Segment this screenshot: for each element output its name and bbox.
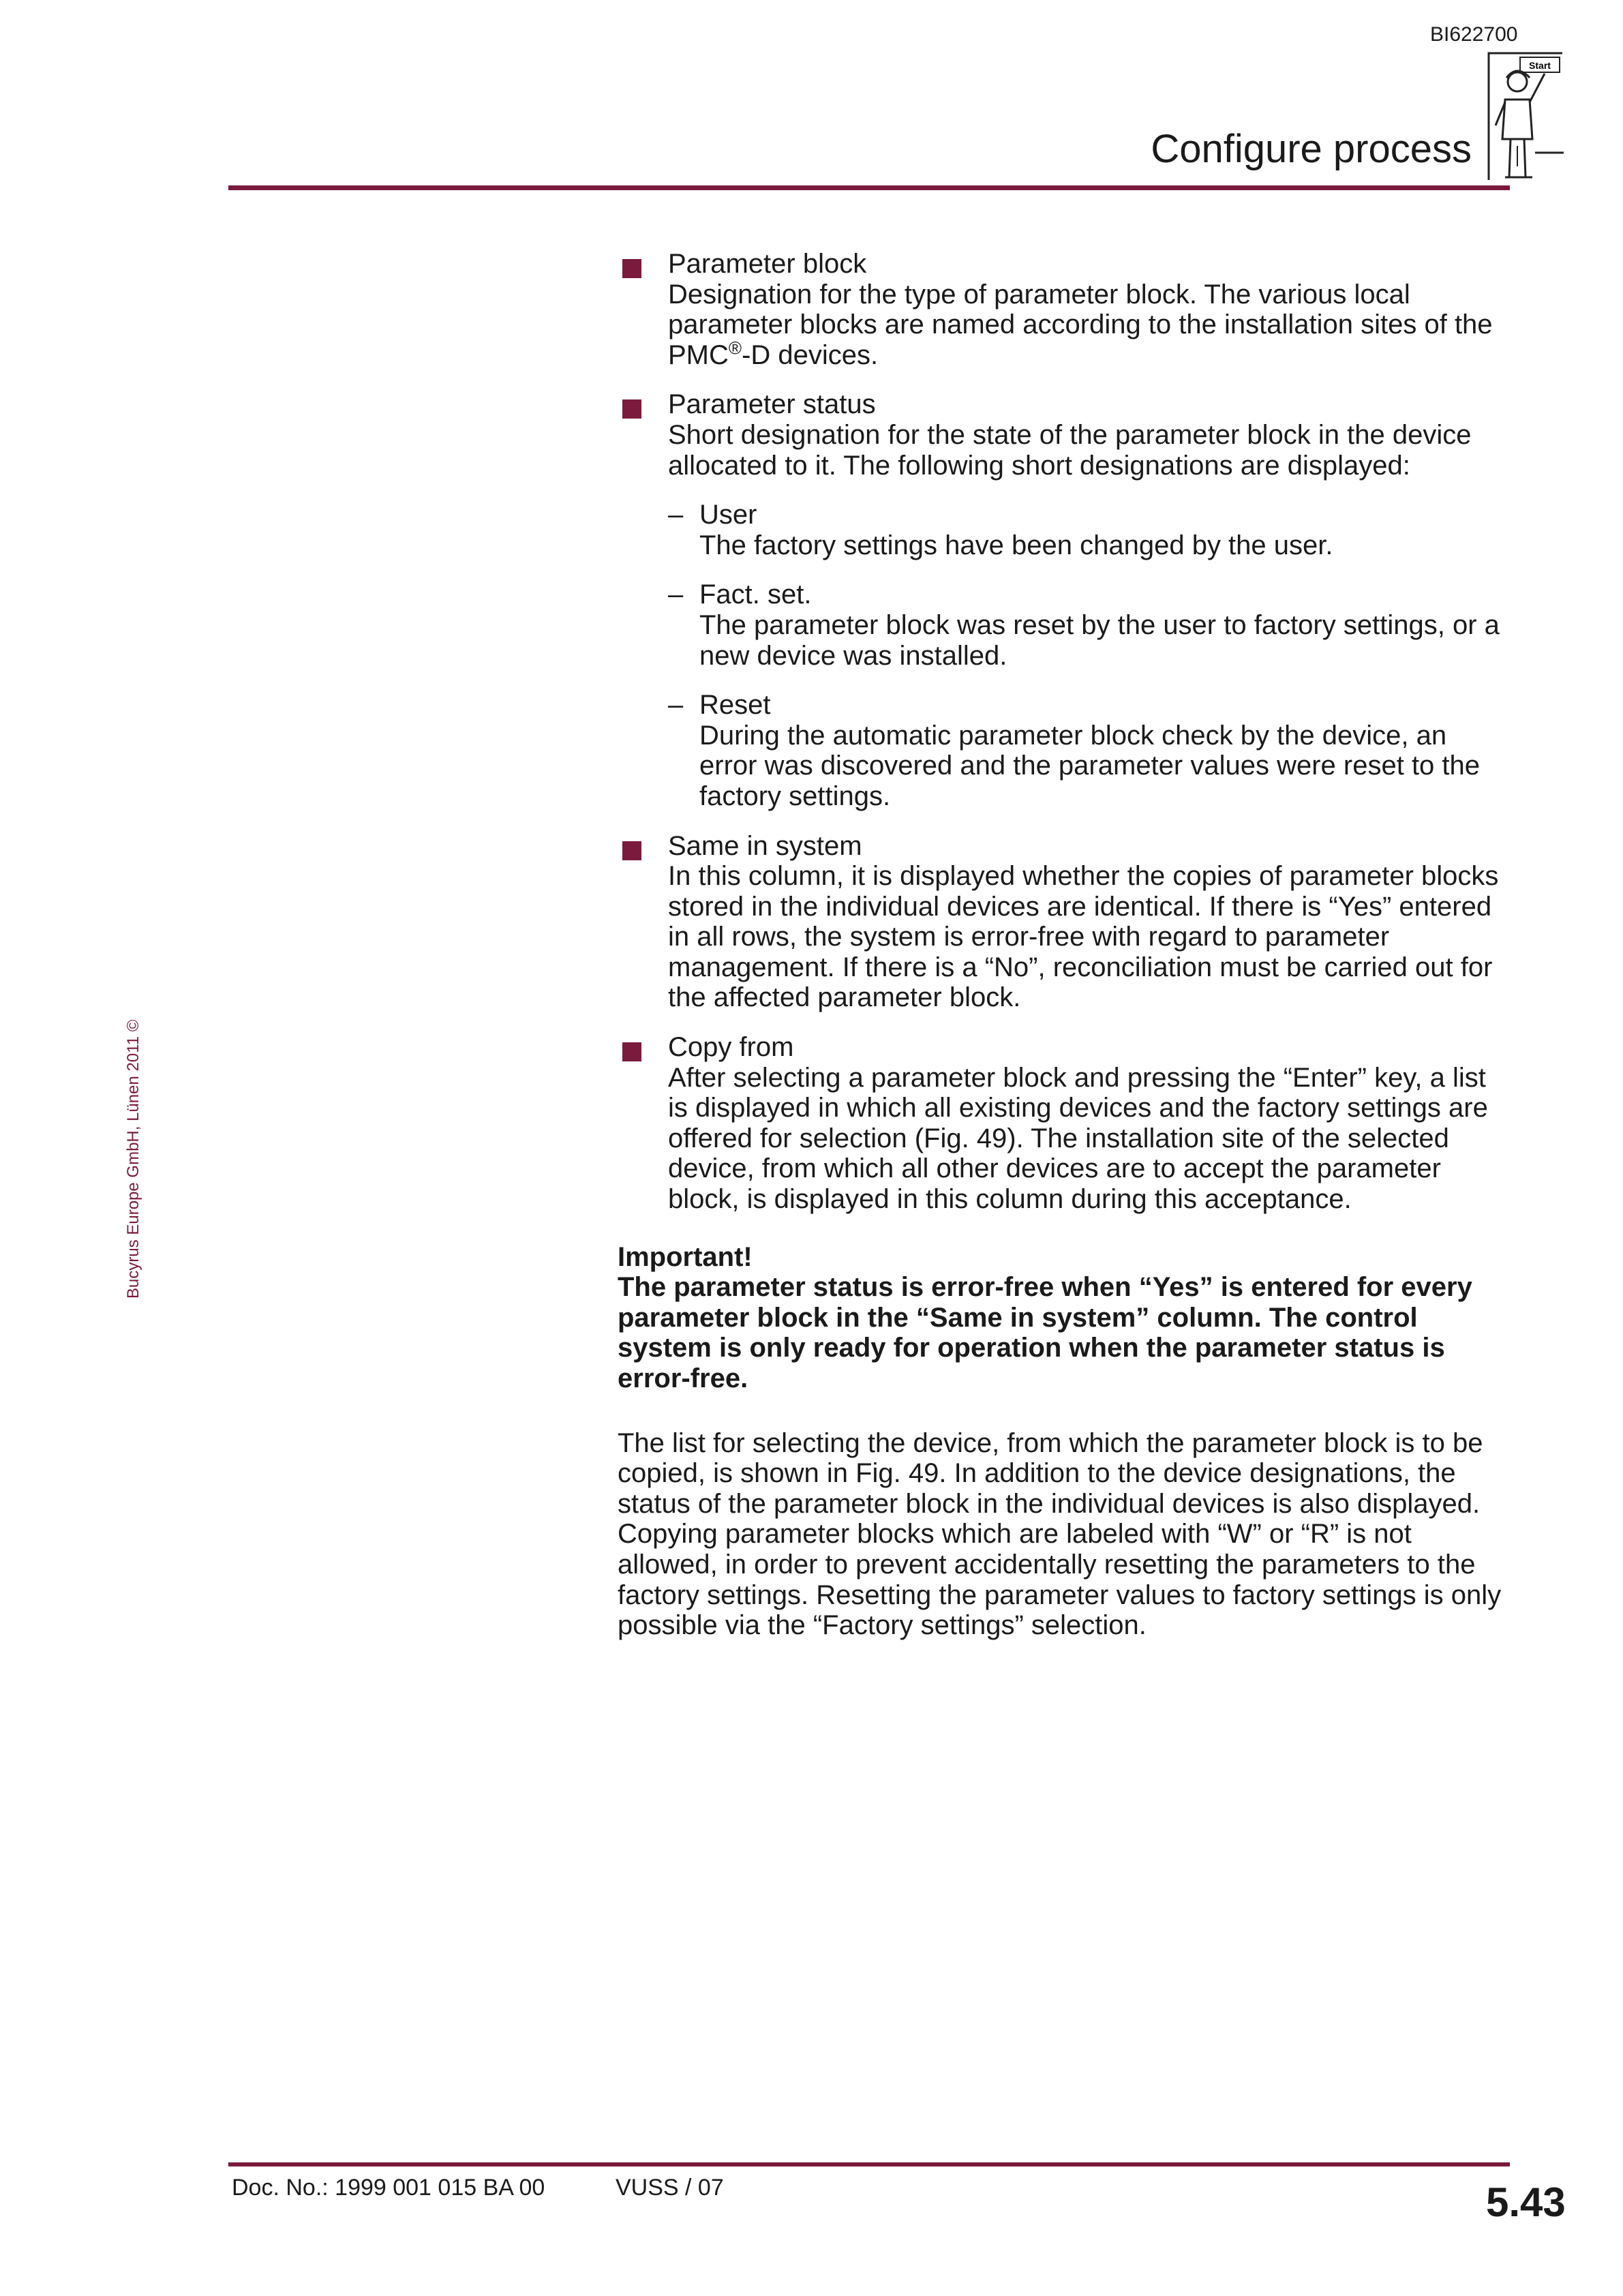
subitem-label: Reset (699, 690, 771, 721)
subitem-reset (668, 690, 1511, 811)
bullet-heading: Parameter status (668, 389, 876, 420)
document-id: BI622700 (1430, 23, 1518, 46)
bullet-text: Short designation for the state of the parameter block in the device allocated to it. The following short designations are displayed: (668, 419, 1472, 481)
subitem-label: User (699, 500, 757, 530)
bullet-square-icon (622, 841, 641, 860)
bullet-text: Designation for the type of parameter block. The various local parameter blocks are named according to the installation sites of the PMC®-D devices. (668, 279, 1493, 370)
subitem-text: The factory settings have been changed by the user. (699, 530, 1333, 560)
page-title: Configure process (1151, 127, 1472, 171)
main-content (618, 249, 1511, 1641)
important-note (618, 1242, 1511, 1394)
closing-paragraph (618, 1428, 1511, 1641)
dash-icon: – (668, 500, 684, 530)
bullet-heading: Same in system (668, 830, 862, 861)
bullet-square-icon (622, 259, 641, 278)
bullet-heading: Parameter block (668, 249, 867, 279)
footer-doc-number: Doc. No.: 1999 001 015 BA 00 (232, 2175, 545, 2201)
dash-icon: – (668, 579, 684, 610)
bullet-square-icon (622, 1042, 641, 1061)
page-number: 5.43 (1486, 2179, 1566, 2225)
subitem-fact-set (668, 579, 1511, 671)
start-label: Start (1529, 60, 1551, 71)
bullet-text: After selecting a parameter block and pressing the “Enter” key, a list is displayed in which all existing devices and the factory settings are offered for selection (Fig. 49). The installation site of the selected device, from which all other devices are to accept the parameter block, is displayed in this column during this acceptance. (668, 1062, 1488, 1215)
bullet-parameter-block (618, 249, 1511, 370)
subitem-label: Fact. set. (699, 579, 812, 610)
important-heading: Important! (618, 1241, 753, 1272)
important-text: The parameter status is error-free when “Yes” is entered for every parameter block in the “Same in system” column. The control system is only ready for operation when the parameter status is error-free. (618, 1272, 1472, 1393)
subitem-text: During the automatic parameter block check by the device, an error was discovered and the parameter values were reset to the factory settings. (699, 720, 1481, 811)
bullet-text: In this column, it is displayed whether the copies of parameter blocks stored in the individual devices are identical. If there is “Yes” entered in all rows, the system is error-free with regard to parameter management. If there is a “No”, reconciliation must be carried out for the affected parameter block. (668, 861, 1499, 1013)
bullet-heading: Copy from (668, 1032, 794, 1063)
dash-icon: – (668, 690, 684, 721)
bullet-parameter-status (618, 389, 1511, 811)
bullet-square-icon (622, 399, 641, 419)
bullet-same-in-system (618, 831, 1511, 1014)
header-rule (228, 185, 1510, 190)
subitem-text: The parameter block was reset by the user to factory settings, or a new device was installed. (699, 609, 1500, 671)
copyright-notice: Bucyrus Europe GmbH, Lünen 2011 © (124, 1019, 142, 1299)
closing-text: The list for selecting the device, from which the parameter block is to be copied, is shown in Fig. 49. In addition to the device designations, the status of the parameter block in the individual devices is also displayed. Copying parameter blocks which are labeled with “W” or “R” is not allowed, in order to prevent accidentally resetting the parameters to the factory settings. Resetting the parameter values to factory settings is only possible via the “Factory settings” selection. (618, 1428, 1502, 1641)
bullet-copy-from (618, 1032, 1511, 1215)
registered-mark: ® (728, 337, 742, 359)
start-worker-icon (1485, 50, 1566, 184)
footer-rule (228, 2162, 1510, 2166)
footer-version: VUSS / 07 (616, 2175, 724, 2201)
subitem-user (668, 500, 1511, 560)
